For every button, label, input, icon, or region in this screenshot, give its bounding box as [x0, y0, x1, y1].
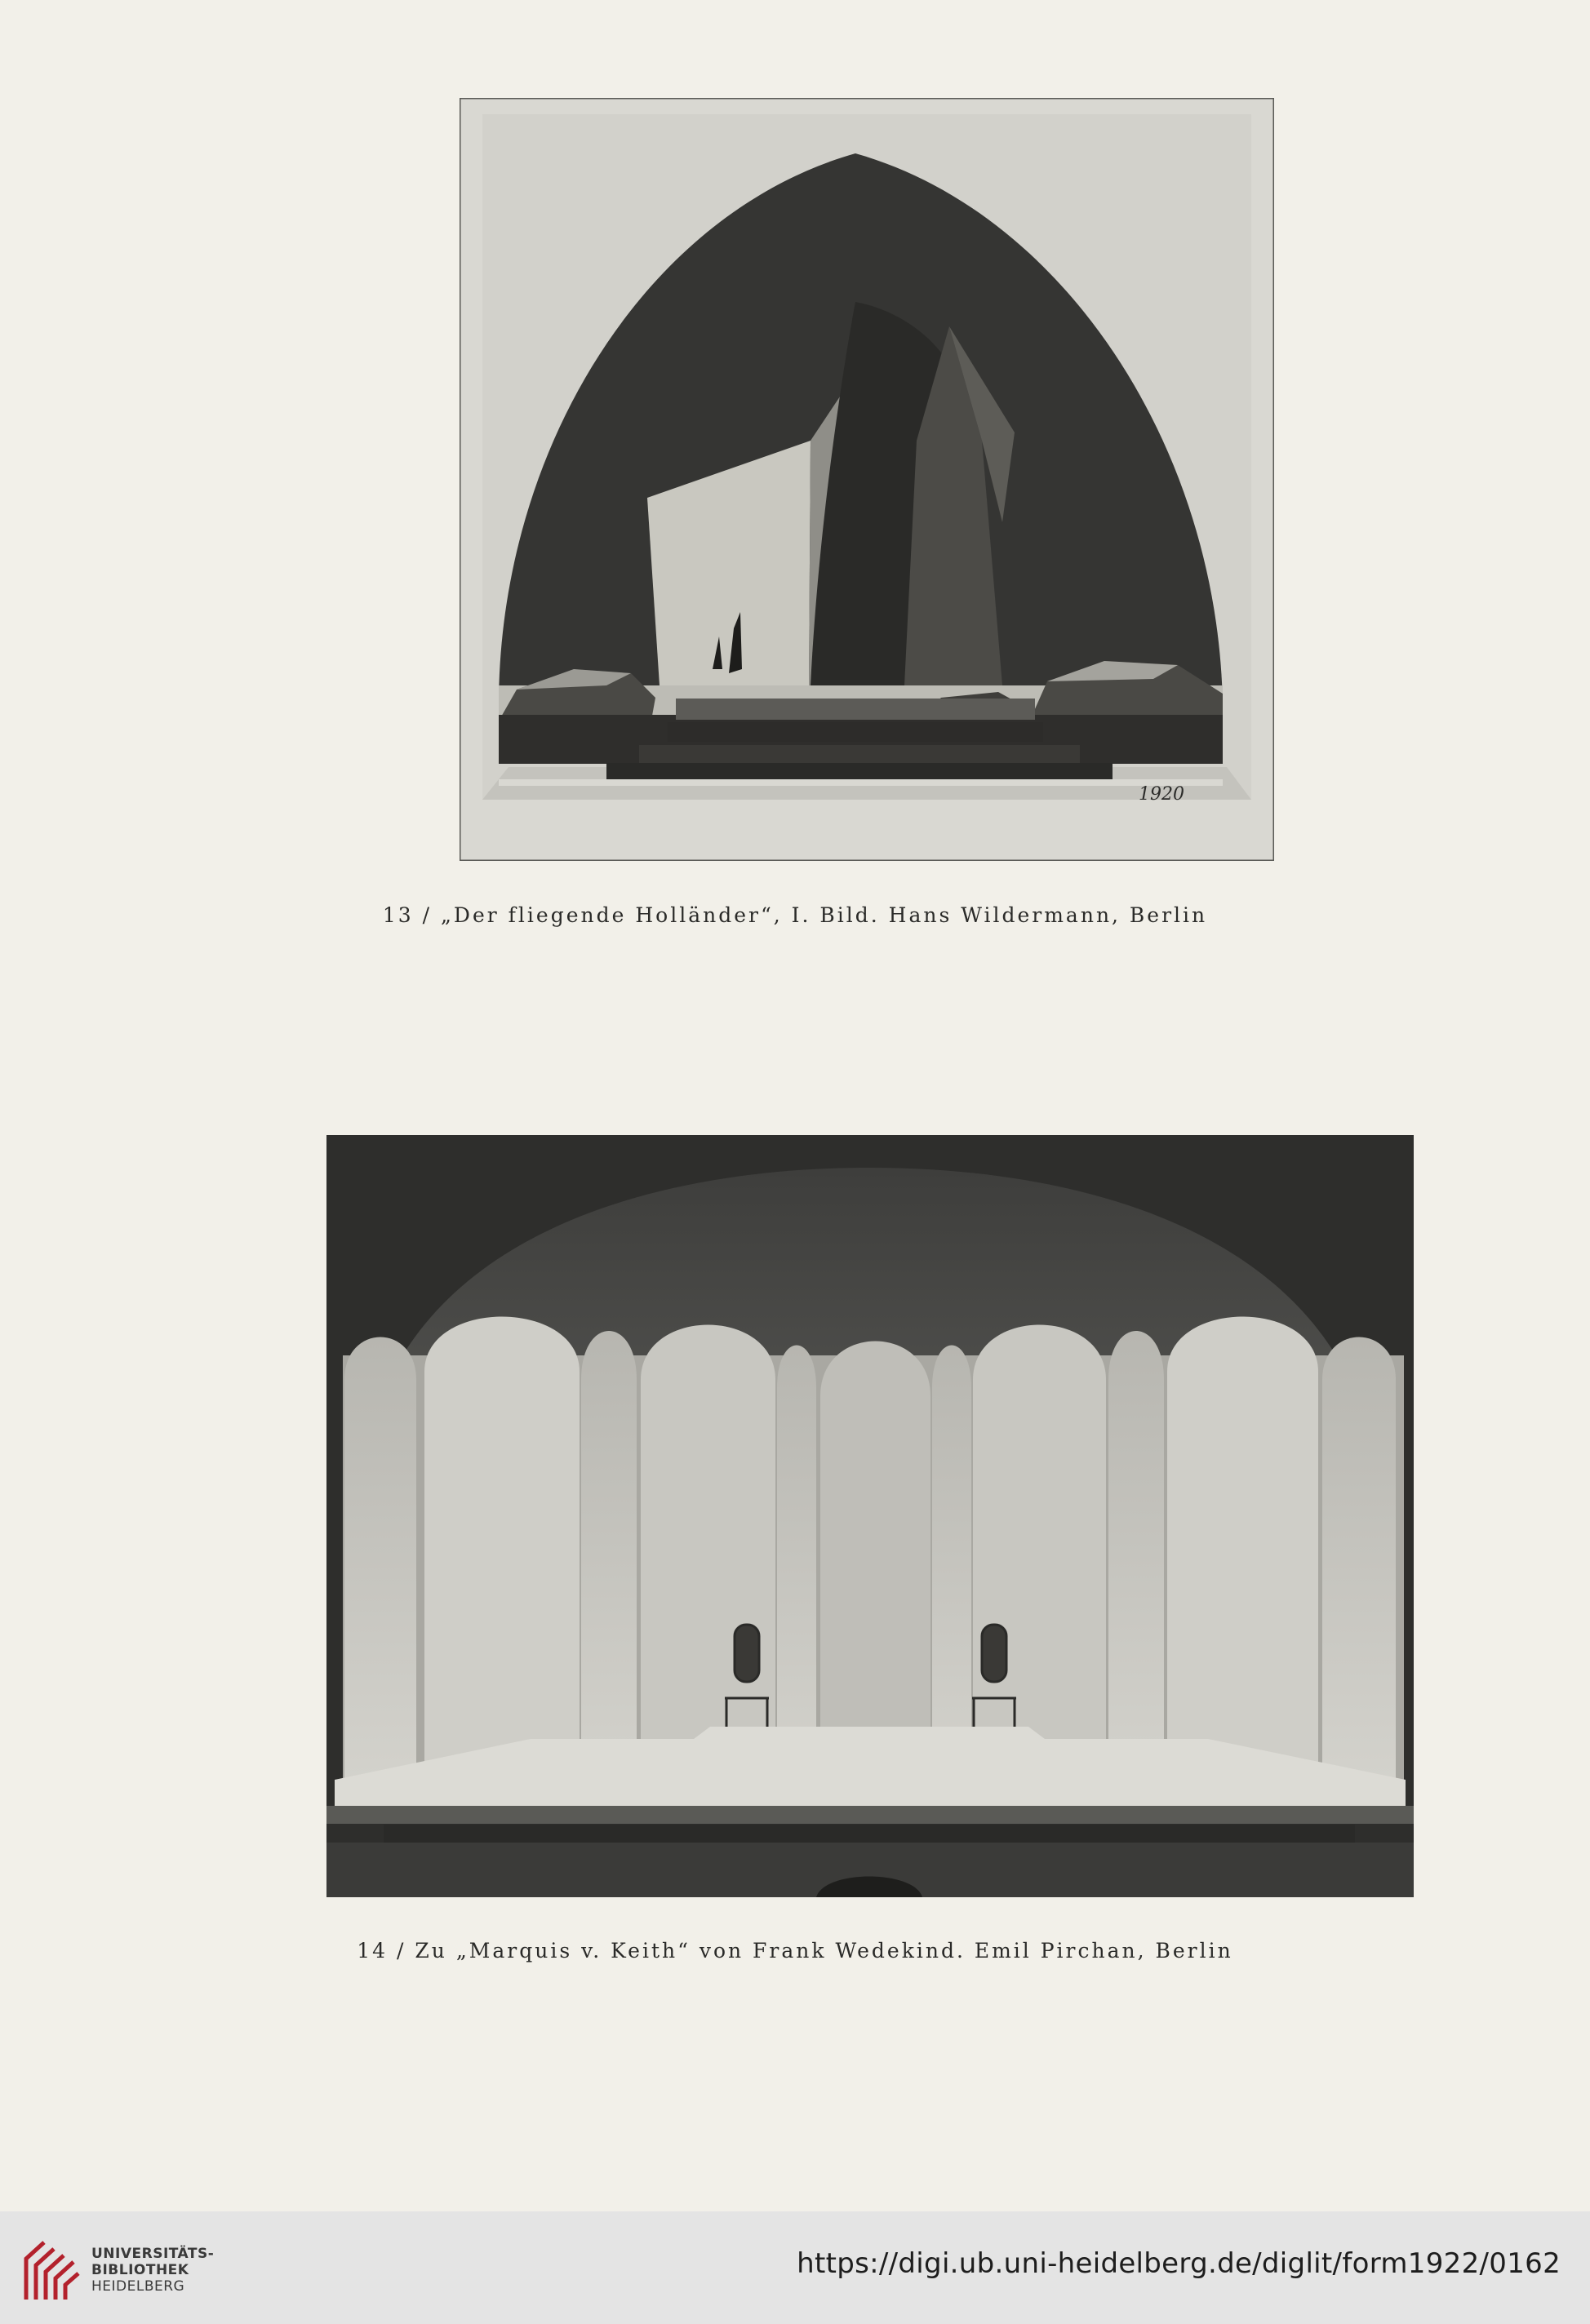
university-library-logo-icon[interactable] — [18, 2234, 83, 2304]
figure-13-caption: 13 / „Der fliegende Holländer“, I. Bild. Hans Wildermann, Berlin — [382, 903, 1208, 927]
library-name[interactable] — [91, 2246, 214, 2295]
library-name-line-1: UNIVERSITÄTS- — [91, 2246, 215, 2262]
library-name-line-3: HEIDELBERG — [91, 2278, 185, 2295]
library-name-line-2: BIBLIOTHEK — [91, 2262, 189, 2278]
figure-14-caption: 14 / Zu „Marquis v. Keith“ von Frank Wedekind. Emil Pirchan, Berlin — [357, 1939, 1233, 1963]
figure-14-stage-photograph — [326, 1135, 1414, 1897]
figure-13-stage-design-image — [460, 98, 1274, 861]
arched-niches-stage-photo — [326, 1135, 1414, 1897]
artist-signature: 1920 — [1139, 784, 1184, 805]
library-footer-bar — [0, 2211, 1590, 2324]
gothic-arch-stage-illustration — [460, 98, 1274, 861]
permalink-url[interactable]: https://digi.ub.uni-heidelberg.de/diglit/form1922/0162 — [797, 2247, 1561, 2280]
